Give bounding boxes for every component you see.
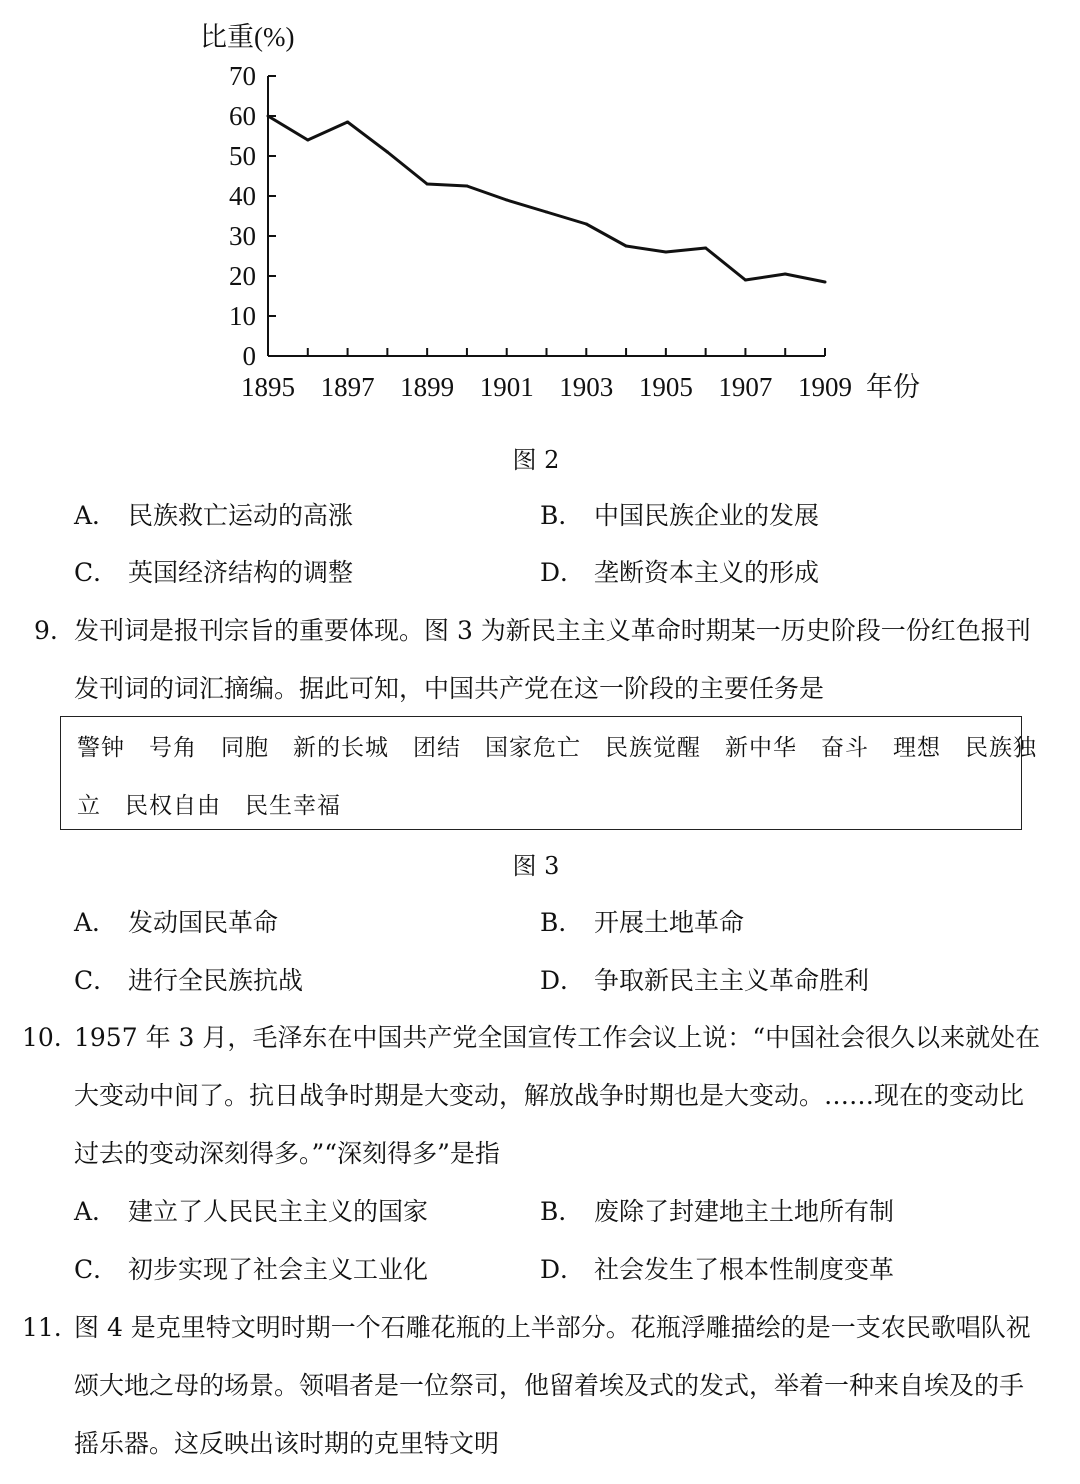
- data-point: [306, 139, 309, 142]
- q11-stem-line-3: 摇乐器。这反映出该时期的克里特文明: [74, 1429, 500, 1458]
- option-text: 社会发生了根本性制度变革: [594, 1255, 895, 1284]
- x-tick-label: 1901: [479, 372, 534, 402]
- option-text: 建立了人民民主主义的国家: [128, 1197, 429, 1226]
- data-point: [704, 247, 707, 250]
- q10-option-c[interactable]: [74, 1250, 428, 1286]
- y-tick-label: 50: [229, 141, 256, 171]
- x-axis-label: 年份: [866, 372, 920, 402]
- option-letter: C．: [74, 966, 119, 995]
- option-letter: C．: [74, 1255, 119, 1284]
- option-letter: D．: [540, 558, 586, 587]
- q10-stem-line-1: [22, 1018, 1040, 1054]
- q9-option-b[interactable]: [540, 903, 744, 939]
- data-point: [585, 223, 588, 226]
- x-tick-label: 1897: [320, 372, 375, 402]
- x-tick-label: 1899: [400, 372, 455, 402]
- stem-text: 发刊词是报刊宗旨的重要体现。图 3 为新民主主义革命时期某一历史阶段一份红色报刊: [74, 616, 1031, 645]
- question-number: 10.: [22, 1023, 62, 1052]
- q8-option-b[interactable]: [540, 496, 819, 532]
- option-letter: A．: [74, 908, 118, 937]
- option-letter: D．: [540, 1255, 586, 1284]
- q8-option-d[interactable]: [540, 553, 819, 589]
- x-tick-label: 1905: [638, 372, 693, 402]
- question-number: 9.: [34, 616, 58, 645]
- q10-stem-line-2: 大变动中间了。抗日战争时期是大变动，解放战争时期也是大变动。……现在的变动比: [74, 1081, 1025, 1110]
- q11-stem-line-2: 颂大地之母的场景。领唱者是一位祭司，他留着埃及式的发式，举着一种来自埃及的手: [74, 1371, 1025, 1400]
- x-tick-label: 1909: [798, 372, 852, 402]
- y-tick-label: 0: [242, 341, 256, 371]
- data-point: [426, 183, 429, 186]
- option-text: 垄断资本主义的形成: [594, 558, 820, 587]
- option-letter: C．: [74, 558, 119, 587]
- data-point: [505, 199, 508, 202]
- q9-stem-line-2: 发刊词的词汇摘编。据此可知，中国共产党在这一阶段的主要任务是: [74, 674, 825, 703]
- vocab-line-2: 立 民权自由 民生幸福: [77, 793, 341, 819]
- y-axis-label: 比重(%): [200, 22, 295, 52]
- q9-option-c[interactable]: [74, 961, 303, 997]
- x-tick-label: 1903: [559, 372, 614, 402]
- data-points: [267, 115, 827, 284]
- data-point: [386, 151, 389, 154]
- option-letter: B．: [540, 908, 584, 937]
- q9-option-d[interactable]: [540, 961, 869, 997]
- data-point: [465, 185, 468, 188]
- y-tick-label: 10: [229, 301, 256, 331]
- data-point: [664, 251, 667, 254]
- y-tick-label: 30: [229, 221, 256, 251]
- option-letter: D．: [540, 966, 586, 995]
- data-point: [784, 273, 787, 276]
- option-text: 初步实现了社会主义工业化: [128, 1255, 429, 1284]
- vocab-line-1: 警钟 号角 同胞 新的长城 团结 国家危亡 民族觉醒 新中华 奋斗 理想 民族独: [77, 735, 1037, 761]
- q8-option-a[interactable]: [74, 496, 353, 532]
- option-letter: B．: [540, 501, 584, 530]
- option-text: 中国民族企业的发展: [594, 501, 820, 530]
- figure-3-caption: 图 3: [512, 852, 560, 880]
- figure-2-caption: 图 2: [512, 446, 560, 474]
- option-text: 英国经济结构的调整: [128, 558, 354, 587]
- option-letter: A．: [74, 501, 118, 530]
- option-text: 发动国民革命: [128, 908, 279, 937]
- data-point: [267, 115, 270, 118]
- option-text: 争取新民主主义革命胜利: [594, 966, 870, 995]
- q9-stem-line-1: [34, 611, 1031, 647]
- y-tick-label: 20: [229, 261, 256, 291]
- q10-option-d[interactable]: [540, 1250, 894, 1286]
- q10-option-b[interactable]: [540, 1192, 894, 1228]
- data-point: [346, 121, 349, 124]
- x-tick-label: 1895: [241, 372, 295, 402]
- option-letter: B．: [540, 1197, 584, 1226]
- data-point: [625, 245, 628, 248]
- q8-option-c[interactable]: [74, 553, 353, 589]
- q11-stem-line-1: [22, 1308, 1031, 1344]
- data-point: [545, 211, 548, 214]
- question-number: 11.: [22, 1313, 62, 1342]
- stem-text: 图 4 是克里特文明时期一个石雕花瓶的上半部分。花瓶浮雕描绘的是一支农民歌唱队祝: [74, 1313, 1031, 1342]
- y-tick-label: 60: [229, 101, 256, 131]
- option-text: 开展土地革命: [594, 908, 745, 937]
- figure-3-vocab-box: [60, 716, 1037, 830]
- y-tick-label: 70: [229, 61, 256, 91]
- option-text: 民族救亡运动的高涨: [128, 501, 354, 530]
- option-text: 废除了封建地主土地所有制: [594, 1197, 895, 1226]
- y-tick-label: 40: [229, 181, 256, 211]
- option-letter: A．: [74, 1197, 118, 1226]
- q10-stem-line-3: 过去的变动深刻得多。”“深刻得多”是指: [74, 1139, 500, 1168]
- data-point: [744, 279, 747, 282]
- stem-text: 1957 年 3 月，毛泽东在中国共产党全国宣传工作会议上说：“中国社会很久以来就处在: [74, 1023, 1041, 1052]
- q9-option-a[interactable]: [74, 903, 278, 939]
- q10-option-a[interactable]: [74, 1192, 428, 1228]
- option-text: 进行全民族抗战: [128, 966, 304, 995]
- x-tick-label: 1907: [718, 372, 773, 402]
- data-point: [824, 281, 827, 284]
- line-chart: [0, 0, 1080, 420]
- series-line: [268, 116, 825, 282]
